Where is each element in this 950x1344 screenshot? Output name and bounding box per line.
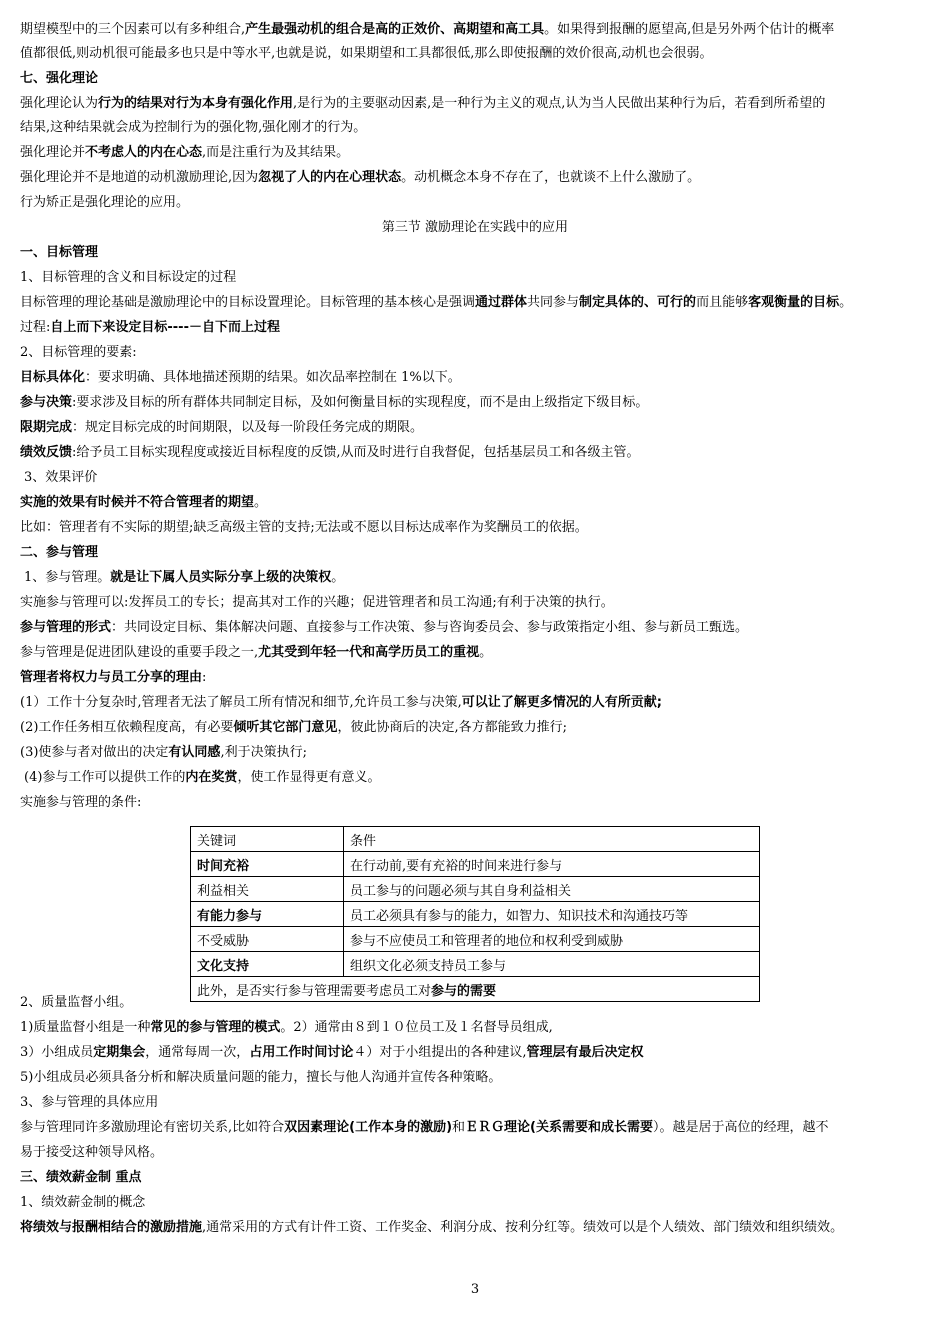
bold-text: 通过群体	[475, 295, 528, 310]
bold-text: 有认同感	[168, 745, 221, 760]
text-run: 结果,这种结果就会成为控制行为的强化物,强化刚才的行为。	[20, 120, 367, 135]
text-line	[20, 366, 932, 390]
text-line	[20, 116, 932, 140]
text-line	[20, 1191, 932, 1215]
text-run: ，通常每周一次，	[145, 1045, 250, 1060]
bold-text: 自上而下来设定目标----－自下而上过程	[50, 320, 280, 335]
text-line	[20, 516, 932, 540]
text-run: ４）对于小组提出的各种建议,	[353, 1045, 527, 1060]
text-line	[20, 391, 932, 415]
text-run: 。	[254, 495, 268, 510]
text-line	[20, 241, 932, 265]
keyword-cell: 利益相关	[191, 877, 344, 902]
text-run: 目标管理的理论基础是激励理论中的目标设置理论。目标管理的基本核心是强调	[20, 295, 476, 310]
text-line	[20, 1066, 932, 1090]
participation-conditions-table	[190, 826, 760, 1002]
text-run: (1）工作十分复杂时,管理者无法了解员工所有情况和细节,允许员工参与决策,	[20, 695, 462, 710]
bold-text: 就是让下属人员实际分享上级的决策权	[110, 570, 332, 585]
table-header-cell: 关键词	[191, 827, 344, 852]
text-run: ,利于决策执行;	[220, 745, 307, 760]
text-run: 实施参与管理的条件:	[20, 795, 142, 810]
bold-text: 将绩效与报酬相结合的激励措施	[20, 1220, 203, 1235]
keyword-cell: 文化支持	[191, 952, 344, 977]
bold-text: 客观衡量的目标	[748, 295, 840, 310]
table-footer-row	[191, 977, 760, 1002]
bold-text: 行为的结果对行为本身有强化作用	[98, 96, 294, 111]
bold-text: 尤其受到年轻一代和高学历员工的重视	[258, 645, 480, 660]
text-line	[20, 1141, 932, 1165]
bold-text: 限期完成	[20, 420, 73, 435]
condition-cell: 参与不应使员工和管理者的地位和权利受到威胁	[344, 927, 760, 952]
text-run: ）。越是居于高位的经理，越不	[653, 1120, 829, 1135]
text-run: 行为矫正是强化理论的应用。	[20, 195, 190, 210]
text-line	[20, 1216, 932, 1240]
text-line	[20, 18, 932, 42]
text-run: 参与管理是促进团队建设的重要手段之一,	[20, 645, 259, 660]
text-run: 共同参与	[527, 295, 580, 310]
table-row	[191, 902, 760, 927]
text-run: ,是行为的主要驱动因素,是一种行为主义的观点,认为当人民做出某种行为后，若看到所希望的	[293, 96, 826, 111]
text-line	[20, 541, 932, 565]
bold-text: 内在奖赏	[185, 770, 238, 785]
text-run: 。2）通常由８到１０位员工及１名督导员组成,	[280, 1020, 553, 1035]
text-run: 2、质量监督小组。	[20, 995, 133, 1010]
page-number: 3	[470, 1282, 480, 1297]
text-line	[20, 741, 932, 765]
condition-cell: 员工必须具有参与的能力，如智力、知识技术和沟通技巧等	[344, 902, 760, 927]
text-line	[20, 166, 932, 190]
keyword-cell: 不受威胁	[191, 927, 344, 952]
text-run: ,通常采用的方式有计件工资、工作奖金、利润分成、按利分红等。绩效可以是个人绩效、部门绩效和组织绩效。	[202, 1220, 844, 1235]
text-run: 。如果得到报酬的愿望高,但是另外两个估计的概率	[544, 22, 835, 37]
text-run: :	[202, 670, 207, 685]
bold-text: 管理层有最后决定权	[526, 1045, 644, 1060]
text-line	[20, 491, 932, 515]
text-run: 3、参与管理的具体应用	[20, 1095, 159, 1110]
text-line	[20, 691, 932, 715]
text-run: ,而是注重行为及其结果。	[202, 145, 350, 160]
table-row	[191, 852, 760, 877]
text-run: 过程:	[20, 320, 51, 335]
text-line	[24, 566, 936, 590]
condition-cell: 员工参与的问题必须与其自身利益相关	[344, 877, 760, 902]
table-header-row	[191, 827, 760, 852]
text-run: ：共同设定目标、集体解决问题、直接参与工作决策、参与咨询委员会、参与政策指定小组、参与新员工甄选。	[111, 620, 749, 635]
table-row	[191, 877, 760, 902]
bold-text: ＥＲＧ理论(关系需要和成长需要	[465, 1120, 653, 1135]
bold-text: 常见的参与管理的模式	[150, 1020, 281, 1035]
text-run: ，彼此协商后的决定,各方都能致力推行;	[337, 720, 567, 735]
table-header-cell: 条件	[344, 827, 760, 852]
text-run: 。	[839, 295, 853, 310]
text-line	[20, 666, 932, 690]
bold-text: 制定具体的、可行的	[579, 295, 697, 310]
text-line	[20, 141, 932, 165]
bold-text: 管理者将权力与员工分享的理由	[20, 670, 203, 685]
text-run: (4)参与工作可以提供工作的	[24, 770, 186, 785]
table-footer-cell: 此外，是否实行参与管理需要考虑员工对参与的需要	[191, 977, 760, 1002]
text-run: 3）小组成员	[20, 1045, 94, 1060]
text-line	[20, 291, 932, 315]
text-run: (3)使参与者对做出的决定	[20, 745, 169, 760]
text-run: ，使工作显得更有意义。	[237, 770, 381, 785]
text-run: 。	[331, 570, 345, 585]
text-run: 强化理论认为	[20, 96, 99, 111]
text-line	[24, 466, 936, 490]
text-run: :要求涉及目标的所有群体共同制定目标，及如何衡量目标的实现程度，而不是由上级指定下级目标。	[72, 395, 649, 410]
condition-cell: 组织文化必须支持员工参与	[344, 952, 760, 977]
text-run: 3、效果评价	[24, 470, 98, 485]
text-run: 和	[452, 1120, 466, 1135]
bold-text: 二、参与管理	[20, 545, 99, 560]
text-run: 1、目标管理的含义和目标设定的过程	[20, 270, 237, 285]
text-line	[20, 1116, 932, 1140]
bold-text: 双因素理论(工作本身的激励)	[284, 1120, 453, 1135]
text-line	[0, 216, 950, 240]
bold-text: 不考虑人的内在心态	[85, 145, 203, 160]
text-line	[20, 67, 932, 91]
text-run: 5)小组成员必须具备分析和解决质量问题的能力，擅长与他人沟通并宣传各种策略。	[20, 1070, 502, 1085]
text-line	[20, 716, 932, 740]
bold-text: 绩效反馈	[20, 445, 73, 460]
condition-cell: 在行动前,要有充裕的时间来进行参与	[344, 852, 760, 877]
text-run: 比如：管理者有不实际的期望;缺乏高级主管的支持;无法或不愿以目标达成率作为奖酬员工的依据。	[20, 520, 588, 535]
keyword-cell: 时间充裕	[191, 852, 344, 877]
text-line	[20, 791, 932, 815]
bold-text: 可以让了解更多情况的人有所贡献;	[461, 695, 662, 710]
bold-text: 目标具体化	[20, 370, 86, 385]
text-line	[20, 1041, 932, 1065]
table-row	[191, 952, 760, 977]
text-run: 强化理论并不是地道的动机激励理论,因为	[20, 170, 259, 185]
text-line	[20, 266, 932, 290]
text-line	[20, 316, 932, 340]
bold-text: 定期集会	[93, 1045, 146, 1060]
text-run: 。动机概念本身不存在了，也就谈不上什么激励了。	[401, 170, 701, 185]
text-run: 1、参与管理。	[24, 570, 111, 585]
text-line	[20, 1166, 932, 1190]
text-run: 第三节 激励理论在实践中的应用	[381, 220, 569, 235]
text-run: 易于接受这种领导风格。	[20, 1145, 164, 1160]
bold-text: 忽视了人的内在心理状态	[258, 170, 402, 185]
text-run: 而且能够	[696, 295, 749, 310]
keyword-cell: 有能力参与	[191, 902, 344, 927]
text-run: 1、绩效薪金制的概念	[20, 1195, 146, 1210]
bold-text: 一、目标管理	[20, 245, 99, 260]
text-run: 。	[479, 645, 493, 660]
text-line	[20, 341, 932, 365]
text-line	[20, 416, 932, 440]
text-line	[24, 766, 936, 790]
bold-text: 参与决策	[20, 395, 73, 410]
text-line	[20, 92, 932, 116]
text-run: ：规定目标完成的时间期限，以及每一阶段任务完成的期限。	[72, 420, 424, 435]
bold-text: 占用工作时间讨论	[249, 1045, 354, 1060]
text-run: 值都很低,则动机很可能最多也只是中等水平,也就是说，如果期望和工具都很低,那么即使报酬的效价很高,动机也会很弱。	[20, 46, 713, 61]
text-run: (2)工作任务相互依赖程度高，有必要	[20, 720, 234, 735]
text-line	[20, 1091, 932, 1115]
text-line	[20, 1016, 932, 1040]
bold-text: 产生最强动机的组合是高的正效价、高期望和高工具	[245, 22, 545, 37]
text-run: 实施参与管理可以:发挥员工的专长；提高其对工作的兴趣；促进管理者和员工沟通;有利于决策的执行。	[20, 595, 614, 610]
text-run: ：要求明确、具体地描述预期的结果。如次品率控制在 1%以下。	[85, 370, 461, 385]
text-line	[20, 441, 932, 465]
text-run: 期望模型中的三个因素可以有多种组合,	[20, 22, 246, 37]
text-line	[20, 191, 932, 215]
text-line	[20, 591, 932, 615]
text-line	[20, 616, 932, 640]
text-line	[20, 42, 932, 66]
text-run: 强化理论并	[20, 145, 86, 160]
text-run: 2、目标管理的要素:	[20, 345, 137, 360]
bold-text: 参与管理的形式	[20, 620, 112, 635]
bold-text: 七、强化理论	[20, 71, 99, 86]
text-run: 1)质量监督小组是一种	[20, 1020, 151, 1035]
text-line	[20, 641, 932, 665]
bold-text: 三、绩效薪金制 重点	[20, 1170, 142, 1185]
text-run: :给予员工目标实现程度或接近目标程度的反馈,从而及时进行自我督促，包括基层员工和各级主管。	[72, 445, 640, 460]
bold-text: 倾听其它部门意见	[233, 720, 338, 735]
bold-text: 实施的效果有时候并不符合管理者的期望	[20, 495, 255, 510]
text-run: 参与管理同许多激励理论有密切关系,比如符合	[20, 1120, 285, 1135]
table-row	[191, 927, 760, 952]
